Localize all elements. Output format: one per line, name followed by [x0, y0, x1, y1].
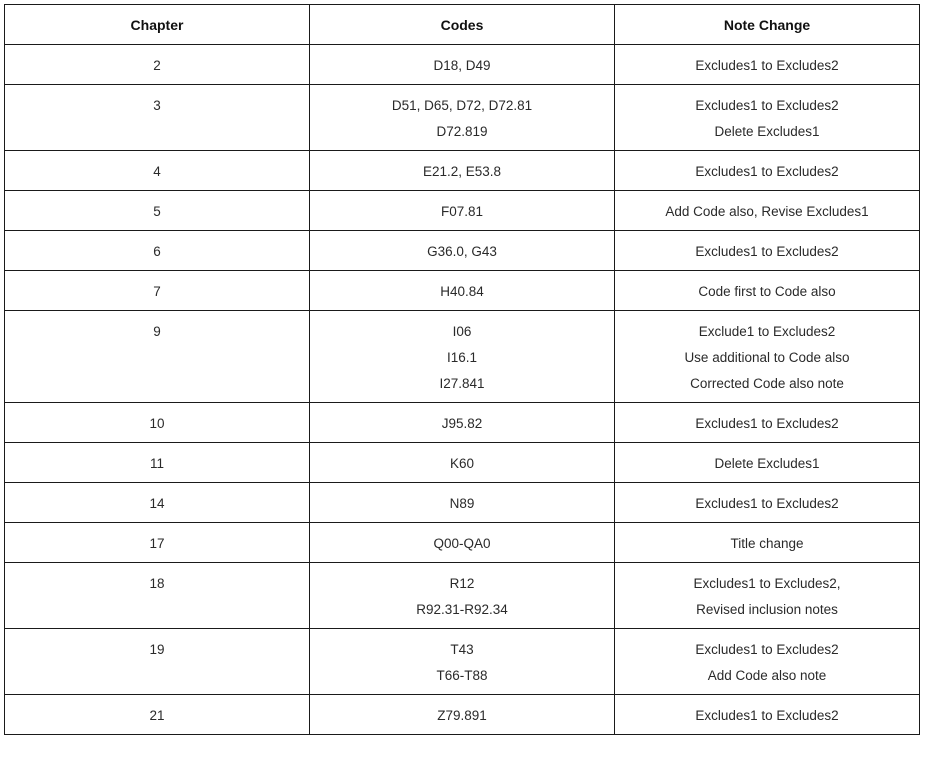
note-change-cell: [615, 483, 920, 523]
codes-cell: [310, 483, 615, 523]
codes-cell: [310, 45, 615, 85]
codes-cell: [310, 151, 615, 191]
code-entry: T43: [450, 642, 474, 657]
note-change-entry: Add Code also note: [707, 668, 827, 683]
note-change-entry: Excludes1 to Excludes2: [695, 244, 839, 259]
table-row: [5, 483, 920, 523]
code-entry: D72.819: [436, 124, 488, 139]
table-body: [5, 45, 920, 735]
note-change-cell: [615, 271, 920, 311]
code-entry: I16.1: [446, 350, 478, 365]
note-change-cell: [615, 85, 920, 151]
chapter-cell: [5, 629, 310, 695]
chapter-cell: [5, 443, 310, 483]
chapter-cell: [5, 271, 310, 311]
note-change-entry: Excludes1 to Excludes2: [695, 708, 839, 723]
code-entry: T66-T88: [436, 668, 488, 683]
codes-cell: [310, 271, 615, 311]
header-chapter: Chapter: [5, 5, 310, 45]
note-change-entry: Excludes1 to Excludes2: [695, 58, 839, 73]
note-change-cell: [615, 629, 920, 695]
code-entry: N89: [449, 496, 475, 511]
code-changes-table: [4, 4, 920, 735]
table-row: [5, 85, 920, 151]
code-entry: E21.2, E53.8: [422, 164, 502, 179]
chapter-cell: [5, 563, 310, 629]
code-entry: R12: [449, 576, 475, 591]
codes-cell: [310, 311, 615, 403]
code-entry: R92.31-R92.34: [416, 602, 508, 617]
note-change-entry: Excludes1 to Excludes2: [695, 496, 839, 511]
code-entry: K60: [449, 456, 475, 471]
table-row: [5, 231, 920, 271]
note-change-entry: Excludes1 to Excludes2: [695, 416, 839, 431]
chapter-cell: [5, 523, 310, 563]
table-row: [5, 311, 920, 403]
chapter-number: 7: [153, 284, 161, 299]
chapter-number: 5: [153, 204, 161, 219]
table-row: [5, 523, 920, 563]
chapter-cell: [5, 45, 310, 85]
chapter-cell: [5, 403, 310, 443]
table-row: [5, 403, 920, 443]
codes-cell: [310, 191, 615, 231]
note-change-cell: [615, 231, 920, 271]
table-row: [5, 695, 920, 735]
note-change-entry: Excludes1 to Excludes2: [695, 164, 839, 179]
chapter-number: 18: [149, 576, 165, 591]
chapter-cell: [5, 151, 310, 191]
table-row: [5, 629, 920, 695]
chapter-number: 6: [153, 244, 161, 259]
table-row: [5, 45, 920, 85]
chapter-cell: [5, 695, 310, 735]
note-change-cell: [615, 563, 920, 629]
note-change-entry: Excludes1 to Excludes2,: [693, 576, 841, 591]
chapter-cell: [5, 85, 310, 151]
note-change-entry: Add Code also, Revise Excludes1: [665, 204, 869, 219]
chapter-number: 19: [149, 642, 165, 657]
codes-cell: [310, 85, 615, 151]
note-change-entry: Code first to Code also: [698, 284, 836, 299]
code-entry: I27.841: [439, 376, 485, 391]
code-entry: F07.81: [440, 204, 484, 219]
chapter-number: 17: [149, 536, 165, 551]
note-change-entry: Delete Excludes1: [714, 124, 820, 139]
note-change-entry: Title change: [730, 536, 804, 551]
codes-cell: [310, 629, 615, 695]
note-change-cell: [615, 151, 920, 191]
table-row: [5, 563, 920, 629]
note-change-entry: Revised inclusion notes: [696, 602, 838, 617]
chapter-cell: [5, 483, 310, 523]
note-change-entry: Exclude1 to Excludes2: [698, 324, 836, 339]
note-change-cell: [615, 523, 920, 563]
note-change-entry: Delete Excludes1: [714, 456, 820, 471]
note-change-cell: [615, 45, 920, 85]
header-note-change: Note Change: [615, 5, 920, 45]
code-entry: J95.82: [441, 416, 483, 431]
chapter-cell: [5, 311, 310, 403]
codes-cell: [310, 563, 615, 629]
chapter-number: 11: [149, 456, 164, 471]
code-entry: D18, D49: [433, 58, 491, 73]
code-entry: D51, D65, D72, D72.81: [391, 98, 533, 113]
chapter-number: 2: [153, 58, 161, 73]
table-row: [5, 151, 920, 191]
codes-cell: [310, 523, 615, 563]
code-entry: I06: [452, 324, 472, 339]
chapter-number: 4: [153, 164, 161, 179]
code-entry: H40.84: [440, 284, 484, 299]
code-entry: Q00-QA0: [433, 536, 491, 551]
table-row: [5, 443, 920, 483]
table-row: [5, 191, 920, 231]
header-codes: Codes: [310, 5, 615, 45]
chapter-cell: [5, 191, 310, 231]
codes-cell: [310, 695, 615, 735]
note-change-cell: [615, 695, 920, 735]
note-change-cell: [615, 311, 920, 403]
codes-cell: [310, 443, 615, 483]
note-change-entry: Excludes1 to Excludes2: [695, 642, 839, 657]
chapter-number: 21: [149, 708, 165, 723]
note-change-entry: Use additional to Code also: [684, 350, 850, 365]
note-change-cell: [615, 191, 920, 231]
note-change-cell: [615, 443, 920, 483]
codes-cell: [310, 231, 615, 271]
chapter-cell: [5, 231, 310, 271]
chapter-number: 10: [149, 416, 165, 431]
table-row: [5, 271, 920, 311]
note-change-entry: Excludes1 to Excludes2: [695, 98, 839, 113]
code-entry: G36.0, G43: [427, 244, 497, 259]
chapter-number: 14: [149, 496, 165, 511]
note-change-cell: [615, 403, 920, 443]
chapter-number: 3: [153, 98, 161, 113]
header-row: [5, 5, 920, 45]
codes-cell: [310, 403, 615, 443]
chapter-number: 9: [153, 324, 161, 339]
note-change-entry: Corrected Code also note: [690, 376, 844, 391]
code-entry: Z79.891: [437, 708, 487, 723]
